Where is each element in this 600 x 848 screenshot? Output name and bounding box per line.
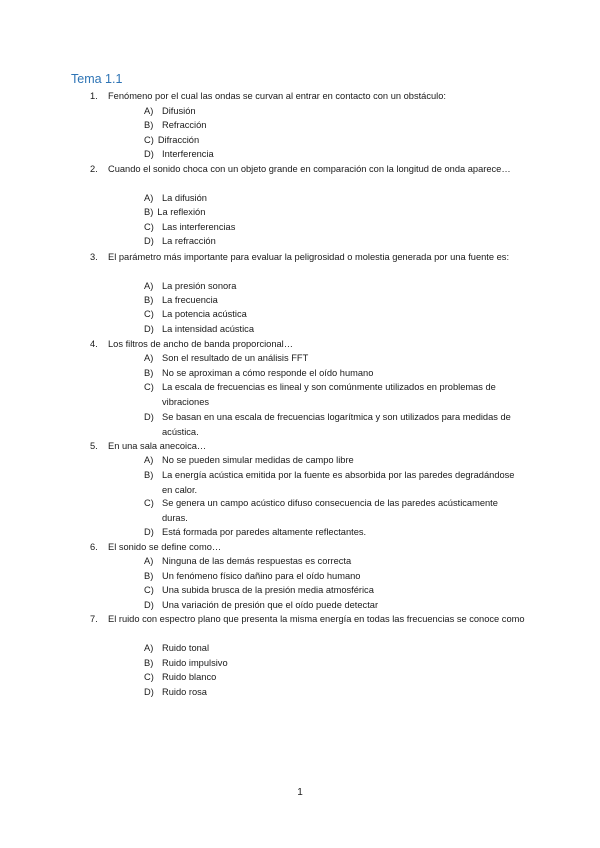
option-text: La escala de frecuencias es lineal y son comúnmente utilizados en problemas de vibraciones	[162, 382, 496, 407]
option-label: D)	[144, 600, 154, 610]
answer-option	[144, 133, 199, 148]
answer-option	[144, 220, 235, 235]
question-text: Los filtros de ancho de banda proporcional…	[108, 339, 294, 349]
option-text: Ruido impulsivo	[162, 658, 228, 668]
answer-option	[144, 670, 216, 685]
answer-option	[144, 351, 308, 366]
option-text: No se pueden simular medidas de campo libre	[162, 455, 354, 465]
answer-option	[144, 380, 522, 409]
option-label: D)	[144, 324, 154, 334]
question-text: Fenómeno por el cual las ondas se curvan al entrar en contacto con un obstáculo:	[108, 91, 446, 101]
option-text: Se genera un campo acústico difuso consecuencia de las paredes acústicamente duras.	[162, 498, 498, 523]
option-text: La potencia acústica	[162, 309, 247, 319]
option-label: D)	[144, 527, 154, 537]
option-text: Un fenómeno físico dañino para el oído humano	[162, 571, 361, 581]
option-label: A)	[144, 455, 154, 465]
question-number: 4.	[90, 339, 98, 349]
option-label: B)	[144, 658, 154, 668]
answer-option	[144, 322, 254, 337]
section-heading: Tema 1.1	[71, 72, 123, 86]
question-number: 7.	[90, 614, 98, 624]
answer-option	[144, 307, 247, 322]
option-label: D)	[144, 687, 154, 697]
option-label: B)	[144, 571, 154, 581]
option-text: Ninguna de las demás respuestas es correcta	[162, 556, 352, 566]
option-label: D)	[144, 149, 154, 159]
option-text: La intensidad acústica	[162, 324, 254, 334]
page-number: 1	[297, 787, 303, 798]
option-label: C)	[144, 498, 154, 508]
answer-option	[144, 453, 354, 468]
answer-option	[144, 410, 522, 439]
option-label: A)	[144, 556, 154, 566]
question-number: 3.	[90, 252, 98, 262]
option-label: C)	[144, 382, 154, 392]
answer-option	[144, 234, 216, 249]
option-label: B)	[144, 207, 154, 217]
question-number: 6.	[90, 542, 98, 552]
option-label: A)	[144, 106, 154, 116]
answer-option	[144, 279, 236, 294]
option-label: A)	[144, 193, 154, 203]
option-label: C)	[144, 672, 154, 682]
answer-option	[144, 104, 196, 119]
option-text: Una variación de presión que el oído puede detectar	[162, 600, 379, 610]
answer-option	[144, 205, 205, 220]
answer-option	[144, 583, 374, 598]
option-text: La presión sonora	[162, 281, 237, 291]
option-text: La refracción	[162, 236, 216, 246]
answer-option	[144, 147, 214, 162]
option-label: B)	[144, 368, 154, 378]
option-label: A)	[144, 281, 154, 291]
answer-option	[144, 656, 228, 671]
answer-option	[144, 468, 522, 497]
question-text: Cuando el sonido choca con un objeto grande en comparación con la longitud de onda aparece…	[108, 164, 511, 174]
option-label: C)	[144, 309, 154, 319]
option-text: Las interferencias	[162, 222, 236, 232]
option-text: Se basan en una escala de frecuencias logarítmica y son utilizados para medidas de acústica.	[162, 412, 511, 437]
question-text: El ruido con espectro plano que presenta la misma energía en todas las frecuencias se conoce como	[108, 614, 525, 624]
question-text: El sonido se define como…	[108, 542, 222, 552]
option-text: Está formada por paredes altamente reflectantes.	[162, 527, 367, 537]
option-text: Ruido tonal	[162, 643, 210, 653]
question-number: 5.	[90, 441, 98, 451]
answer-option	[144, 496, 522, 525]
option-label: B)	[144, 120, 154, 130]
question-text: El parámetro más importante para evaluar la peligrosidad o molestia generada por una fuente es:	[108, 252, 510, 262]
option-label: A)	[144, 353, 154, 363]
answer-option	[144, 569, 360, 584]
option-label: A)	[144, 643, 154, 653]
answer-option	[144, 598, 378, 613]
option-text: La difusión	[162, 193, 207, 203]
option-text: Refracción	[162, 120, 207, 130]
option-text: Una subida brusca de la presión media atmosférica	[162, 585, 374, 595]
question-number: 1.	[90, 91, 98, 101]
option-text: Interferencia	[162, 149, 214, 159]
option-label: D)	[144, 412, 154, 422]
option-label: C)	[144, 222, 154, 232]
question-number: 2.	[90, 164, 98, 174]
answer-option	[144, 366, 373, 381]
option-label: C)	[144, 585, 154, 595]
option-text: Ruido rosa	[162, 687, 207, 697]
option-text: Difracción	[157, 135, 200, 145]
option-text: La energía acústica emitida por la fuente es absorbida por las paredes degradándose en calor.	[162, 470, 515, 495]
answer-option	[144, 685, 207, 700]
option-label: B)	[144, 295, 154, 305]
answer-option	[144, 641, 209, 656]
answer-option	[144, 293, 218, 308]
option-text: No se aproximan a cómo responde el oído humano	[162, 368, 374, 378]
answer-option	[144, 118, 206, 133]
option-label: D)	[144, 236, 154, 246]
option-text: Difusión	[162, 106, 196, 116]
answer-option	[144, 191, 207, 206]
option-text: Son el resultado de un análisis FFT	[162, 353, 309, 363]
option-label: C)	[144, 135, 154, 145]
option-text: La frecuencia	[162, 295, 218, 305]
option-label: B)	[144, 470, 154, 480]
answer-option	[144, 525, 366, 540]
question-text: En una sala anecoica…	[108, 441, 207, 451]
option-text: La reflexión	[157, 207, 206, 217]
answer-option	[144, 554, 351, 569]
option-text: Ruido blanco	[162, 672, 217, 682]
